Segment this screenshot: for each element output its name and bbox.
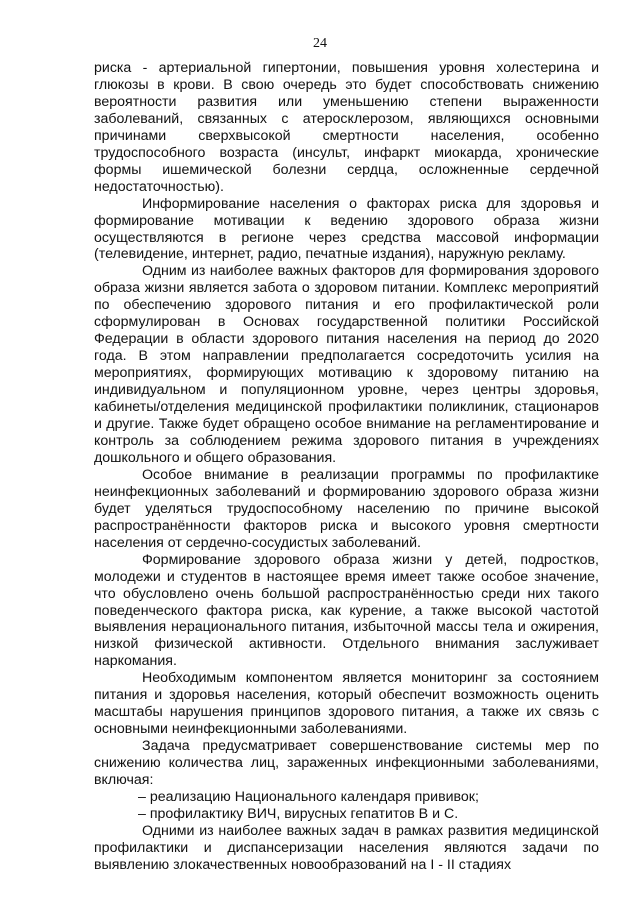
paragraph-5: Формирование здорового образа жизни у детей, подростков, молодежи и студентов в настоящее время имеет также особое значение, что обусловлено очень большой распространённостью среди них такого поведенческого фактора риска, как курение, а также высокой частотой выявления нерационального питания, избыточной массы тела и ожирения, низкой физической активности. Отдельного внимания заслуживает наркомания.	[94, 551, 599, 670]
paragraph-2: Информирование населения о факторах риска для здоровья и формирование мотивации к ведению здорового образа жизни осуществляются в регионе через средства массовой информации (телевидение, интернет, радио, печатные издания), наружную рекламу.	[94, 195, 599, 263]
paragraph-8: Одними из наиболее важных задач в рамках развития медицинской профилактики и диспансеризации населения являются задачи по выявлению злокачественных новообразований на I - II стадиях	[94, 822, 599, 873]
measures-list	[94, 789, 599, 823]
document-body	[94, 60, 599, 874]
paragraph-7: Задача предусматривает совершенствование системы мер по снижению количества лиц, зараженных инфекционными заболеваниями, включая:	[94, 738, 599, 789]
paragraph-6: Необходимым компонентом является мониторинг за состоянием питания и здоровья населения, который обеспечит возможность оценить масштабы нарушения принципов здорового питания, а также их связь с основными неинфекционными заболеваниями.	[94, 670, 599, 738]
list-item: – реализацию Национального календаря прививок;	[138, 788, 479, 805]
paragraph-4: Особое внимание в реализации программы по профилактике неинфекционных заболеваний и формированию здорового образа жизни будет уделяться трудоспособному населению по причине высокой распространённости факторов риска и высокого уровня смертности населения от сердечно-сосудистых заболеваний.	[94, 466, 599, 551]
paragraph-3: Одним из наиболее важных факторов для формирования здорового образа жизни является забота о здоровом питании. Комплекс мероприятий по обеспечению здорового питания и его профилактической роли сформулирован в Основах государственной политики Российской Федерации в области здорового питания населения на период до 2020 года. В этом направлении предполагается сосредоточить усилия на мероприятиях, формирующих мотивацию к здоровому питанию на индивидуальном и популяционном уровне, через центры здоровья, кабинеты/отделения медицинской профилактики поликлиник, стационаров и другие. Также будет обращено особое внимание на регламентирование и контроль за соблюдением режима здорового питания в учреждениях дошкольного и общего образования.	[94, 263, 599, 466]
list-item: – профилактику ВИЧ, вирусных гепатитов В и С.	[138, 805, 459, 822]
paragraph-1: риска - артериальной гипертонии, повышения уровня холестерина и глюкозы в крови. В свою очередь это будет способствовать снижению вероятности развития или уменьшению степени выраженности заболеваний, связанных с атеросклерозом, являющихся основными причинами сверхвысокой смертности населения, особенно трудоспособного возраста (инсульт, инфаркт миокарда, хронические формы ишемической болезни сердца, осложненные сердечной недостаточностью).	[94, 60, 599, 195]
page-number: 24	[313, 36, 327, 51]
